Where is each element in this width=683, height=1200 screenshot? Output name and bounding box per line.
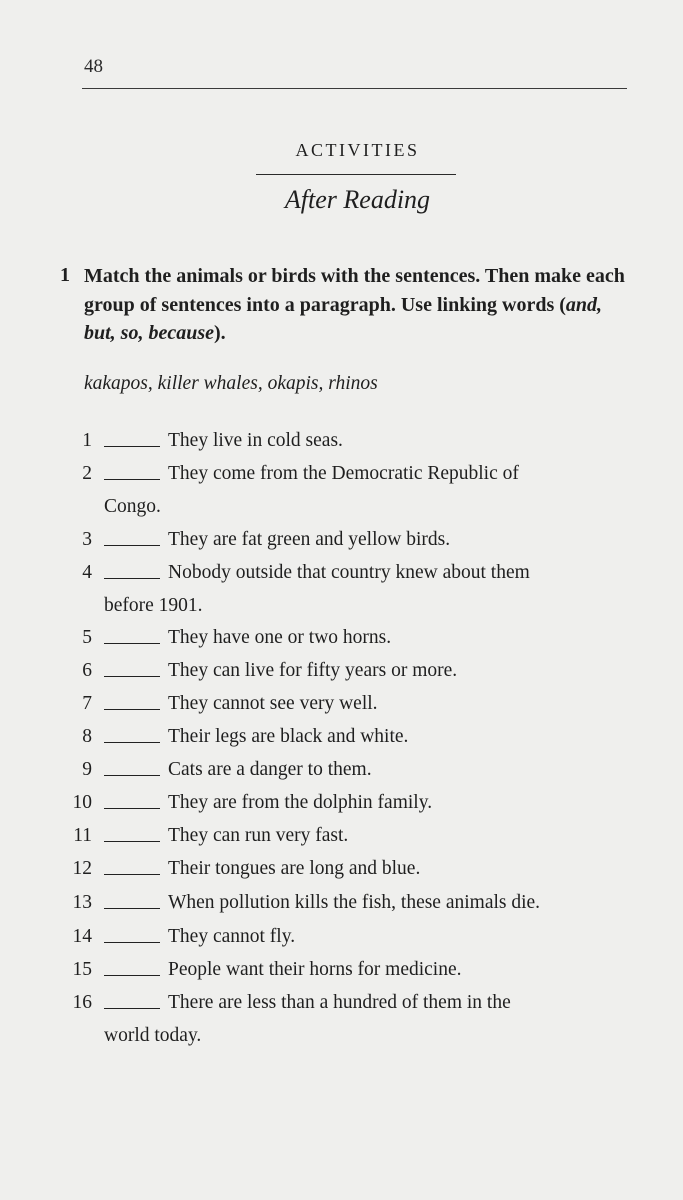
item-number: 5: [82, 627, 92, 648]
item-sentence: They are fat green and yellow birds.: [168, 529, 451, 550]
item-number: 14: [72, 926, 92, 947]
item-sentence: There are less than a hundred of them in the: [168, 992, 511, 1013]
instruction-text: Match the animals or birds with the sentences. Then make each group of sentences into a paragraph. Use linking words (: [84, 265, 625, 316]
section-title: ACTIVITIES: [295, 140, 420, 160]
item-sentence: They can run very fast.: [168, 825, 349, 846]
item-sentence: People want their horns for medicine.: [168, 959, 462, 980]
answer-blank[interactable]: [104, 808, 160, 809]
animal-word-list: kakapos, killer whales, okapis, rhinos: [84, 373, 378, 394]
answer-blank[interactable]: [104, 908, 160, 909]
item-sentence: Their tongues are long and blue.: [168, 858, 421, 879]
item-sentence: Nobody outside that country knew about them: [168, 562, 530, 583]
item-number: 3: [82, 529, 92, 550]
answer-blank[interactable]: [104, 709, 160, 710]
item-number: 13: [72, 892, 92, 913]
item-sentence-continuation: Congo.: [104, 496, 161, 517]
instruction-end: ).: [214, 322, 226, 344]
item-sentence: Their legs are black and white.: [168, 726, 409, 747]
item-number: 16: [72, 992, 92, 1013]
item-number: 1: [82, 430, 92, 451]
item-sentence: They cannot see very well.: [168, 693, 378, 714]
section-subtitle: After Reading: [284, 185, 431, 214]
item-sentence-continuation: world today.: [104, 1025, 202, 1046]
item-number: 6: [82, 660, 92, 681]
item-sentence: They cannot fly.: [168, 926, 296, 947]
answer-blank[interactable]: [104, 446, 160, 447]
item-sentence: They come from the Democratic Republic of: [168, 463, 519, 484]
activity-number: 1: [60, 264, 70, 286]
item-number: 12: [72, 858, 92, 879]
item-sentence: Cats are a danger to them.: [168, 759, 372, 780]
item-number: 15: [72, 959, 92, 980]
answer-blank[interactable]: [104, 775, 160, 776]
answer-blank[interactable]: [104, 942, 160, 943]
page-number: 48: [84, 56, 103, 77]
answer-blank[interactable]: [104, 545, 160, 546]
item-number: 2: [82, 463, 92, 484]
item-number: 7: [82, 693, 92, 714]
item-number: 11: [73, 825, 92, 846]
item-number: 4: [82, 562, 92, 583]
answer-blank[interactable]: [104, 975, 160, 976]
answer-blank[interactable]: [104, 676, 160, 677]
item-number: 10: [72, 792, 92, 813]
linking-words: and, but, so, because: [84, 293, 603, 344]
answer-blank[interactable]: [104, 578, 160, 579]
answer-blank[interactable]: [104, 479, 160, 480]
answer-blank[interactable]: [104, 643, 160, 644]
item-sentence: They can live for fifty years or more.: [168, 660, 458, 681]
answer-blank[interactable]: [104, 874, 160, 875]
answer-blank[interactable]: [104, 841, 160, 842]
item-sentence: When pollution kills the fish, these animals die.: [168, 892, 541, 913]
item-number: 8: [82, 726, 92, 747]
item-sentence: They are from the dolphin family.: [168, 792, 433, 813]
item-sentence: They live in cold seas.: [168, 430, 343, 451]
answer-blank[interactable]: [104, 1008, 160, 1009]
item-sentence-continuation: before 1901.: [104, 595, 203, 616]
answer-blank[interactable]: [104, 742, 160, 743]
item-sentence: They have one or two horns.: [168, 627, 392, 648]
item-number: 9: [82, 759, 92, 780]
